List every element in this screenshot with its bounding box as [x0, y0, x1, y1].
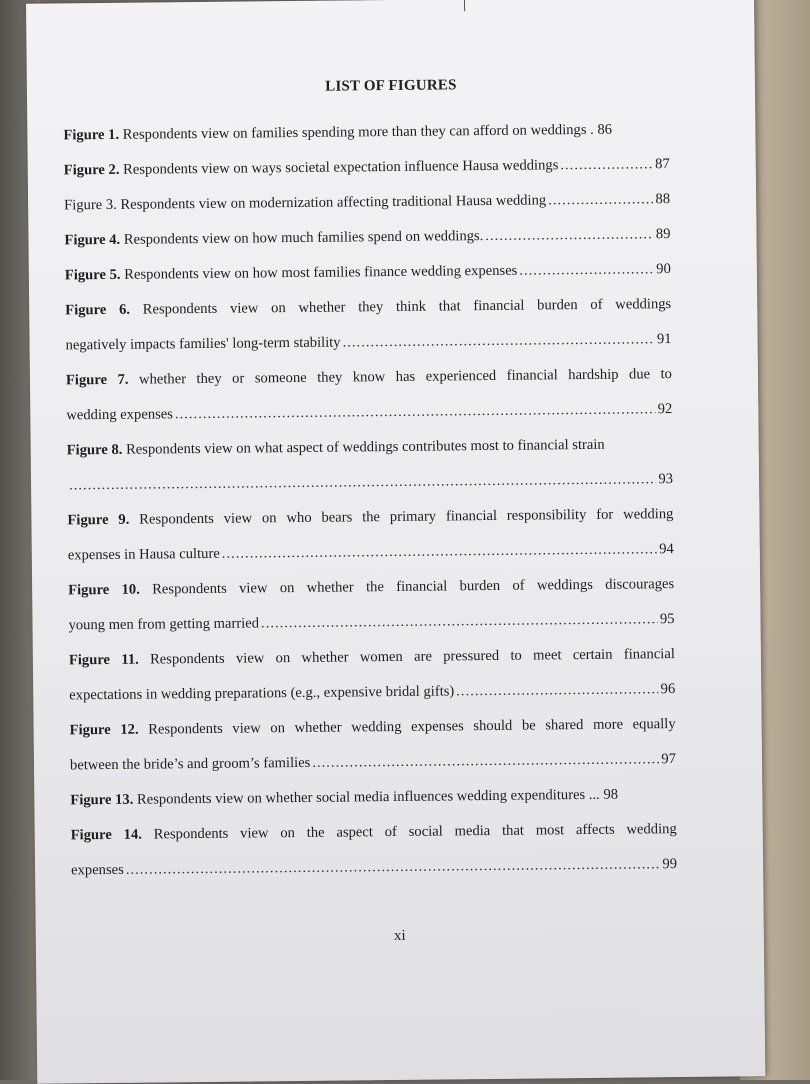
figure-page-number: 88	[655, 191, 671, 208]
figure-text-continued: negatively impacts families' long-term stability	[65, 334, 341, 354]
dot-leader	[126, 847, 661, 888]
figure-label: Figure 4.	[64, 231, 121, 249]
figure-text-continued: wedding expenses	[66, 406, 174, 424]
figure-text-continued: between the bride’s and groom’s families	[69, 754, 311, 774]
figure-page-number: 91	[656, 331, 672, 348]
figure-page-number: 99	[662, 856, 678, 873]
dot-leader	[261, 602, 658, 641]
dot-leader	[519, 252, 654, 288]
figure-text: Respondents view on whether social media influences wedding expenditures ...	[136, 786, 600, 808]
figure-text: Respondents view on whether wedding expenses should be shared more equally	[148, 716, 676, 738]
figure-text: Respondents view on who bears the primary financial responsibility for wedding	[139, 506, 674, 528]
figure-label: Figure 3.	[64, 196, 117, 214]
figure-label: Figure 14.	[70, 826, 142, 844]
dot-leader	[222, 532, 658, 572]
dot-leader	[312, 742, 659, 781]
figure-label: Figure 8.	[66, 441, 123, 459]
figure-text: Respondents view on ways societal expectation influence Hausa weddings	[123, 157, 559, 178]
figure-text: Respondents view on how much families spend on weddings.	[123, 228, 484, 248]
figure-text: Respondents view on modernization affecting traditional Hausa wedding	[120, 192, 547, 213]
figure-page-number: 93	[658, 471, 674, 488]
figure-entry-14	[71, 812, 678, 888]
page-number-footer: xi	[393, 927, 406, 945]
figure-page-number: 86	[597, 121, 613, 138]
page-title: LIST OF FIGURES	[325, 77, 457, 95]
figure-label: Figure 11.	[68, 651, 139, 669]
figure-text: Respondents view on how most families finance wedding expenses	[124, 262, 518, 283]
figure-label: Figure 5.	[64, 266, 121, 284]
dot-leader	[560, 147, 653, 183]
figure-text: Respondents view on families spending more than they can afford on weddings .	[122, 121, 594, 143]
figure-entry-12	[69, 707, 676, 783]
figure-entry-9	[67, 497, 674, 573]
figure-text: Respondents view on whether women are pressured to meet certain financial	[149, 646, 675, 668]
figure-label: Figure 2.	[63, 161, 120, 179]
figure-text: Respondents view on what aspect of weddings contributes most to financial strain	[125, 436, 605, 458]
figure-text: Respondents view on the aspect of social media that most affects wedding	[153, 821, 677, 843]
figure-label: Figure 10.	[68, 581, 140, 599]
figure-text-continued: expenses	[71, 861, 124, 879]
figure-label: Figure 1.	[63, 126, 120, 144]
figure-text-continued: expectations in wedding preparations (e.g., expensive bridal gifts)	[69, 683, 455, 704]
figure-entry-11	[69, 637, 676, 713]
figure-page-number: 87	[655, 156, 670, 173]
figure-text-continued: expenses in Hausa culture	[67, 545, 220, 564]
figure-text: whether they or someone they know has experienced financial hardship due to	[138, 366, 673, 388]
figure-line-continued	[71, 847, 677, 888]
figure-list	[63, 112, 677, 888]
figure-page-number: 92	[657, 401, 673, 418]
figure-page-number: 94	[659, 541, 674, 558]
page-fold-mark	[464, 0, 465, 11]
figure-label: Figure 6.	[65, 301, 131, 319]
dot-leader	[548, 182, 654, 218]
dot-leader	[175, 392, 656, 432]
figure-page-number: 96	[660, 681, 676, 698]
dot-leader	[485, 217, 654, 254]
figure-page-number: 89	[655, 226, 671, 243]
figure-entry-8	[67, 427, 674, 503]
figure-entry-6	[65, 287, 672, 363]
document-page	[26, 0, 765, 1084]
figure-text-continued: young men from getting married	[68, 615, 260, 634]
figure-page-number: 98	[603, 786, 619, 803]
figure-label: Figure 7.	[65, 371, 129, 389]
figure-label: Figure 13.	[70, 791, 134, 809]
figure-entry-10	[68, 567, 675, 643]
dot-leader	[342, 322, 655, 360]
figure-label: Figure 9.	[67, 511, 130, 529]
figure-text: Respondents view on whether the financial burden of weddings discourages	[152, 576, 675, 598]
figure-label: Figure 12.	[69, 721, 139, 739]
figure-page-number: 90	[656, 261, 671, 278]
figure-entry-7	[66, 357, 673, 433]
dot-leader	[456, 672, 659, 709]
figure-text: Respondents view on whether they think that financial burden of weddings	[142, 296, 672, 318]
figure-page-number: 95	[659, 611, 675, 628]
figure-page-number: 97	[661, 751, 677, 768]
